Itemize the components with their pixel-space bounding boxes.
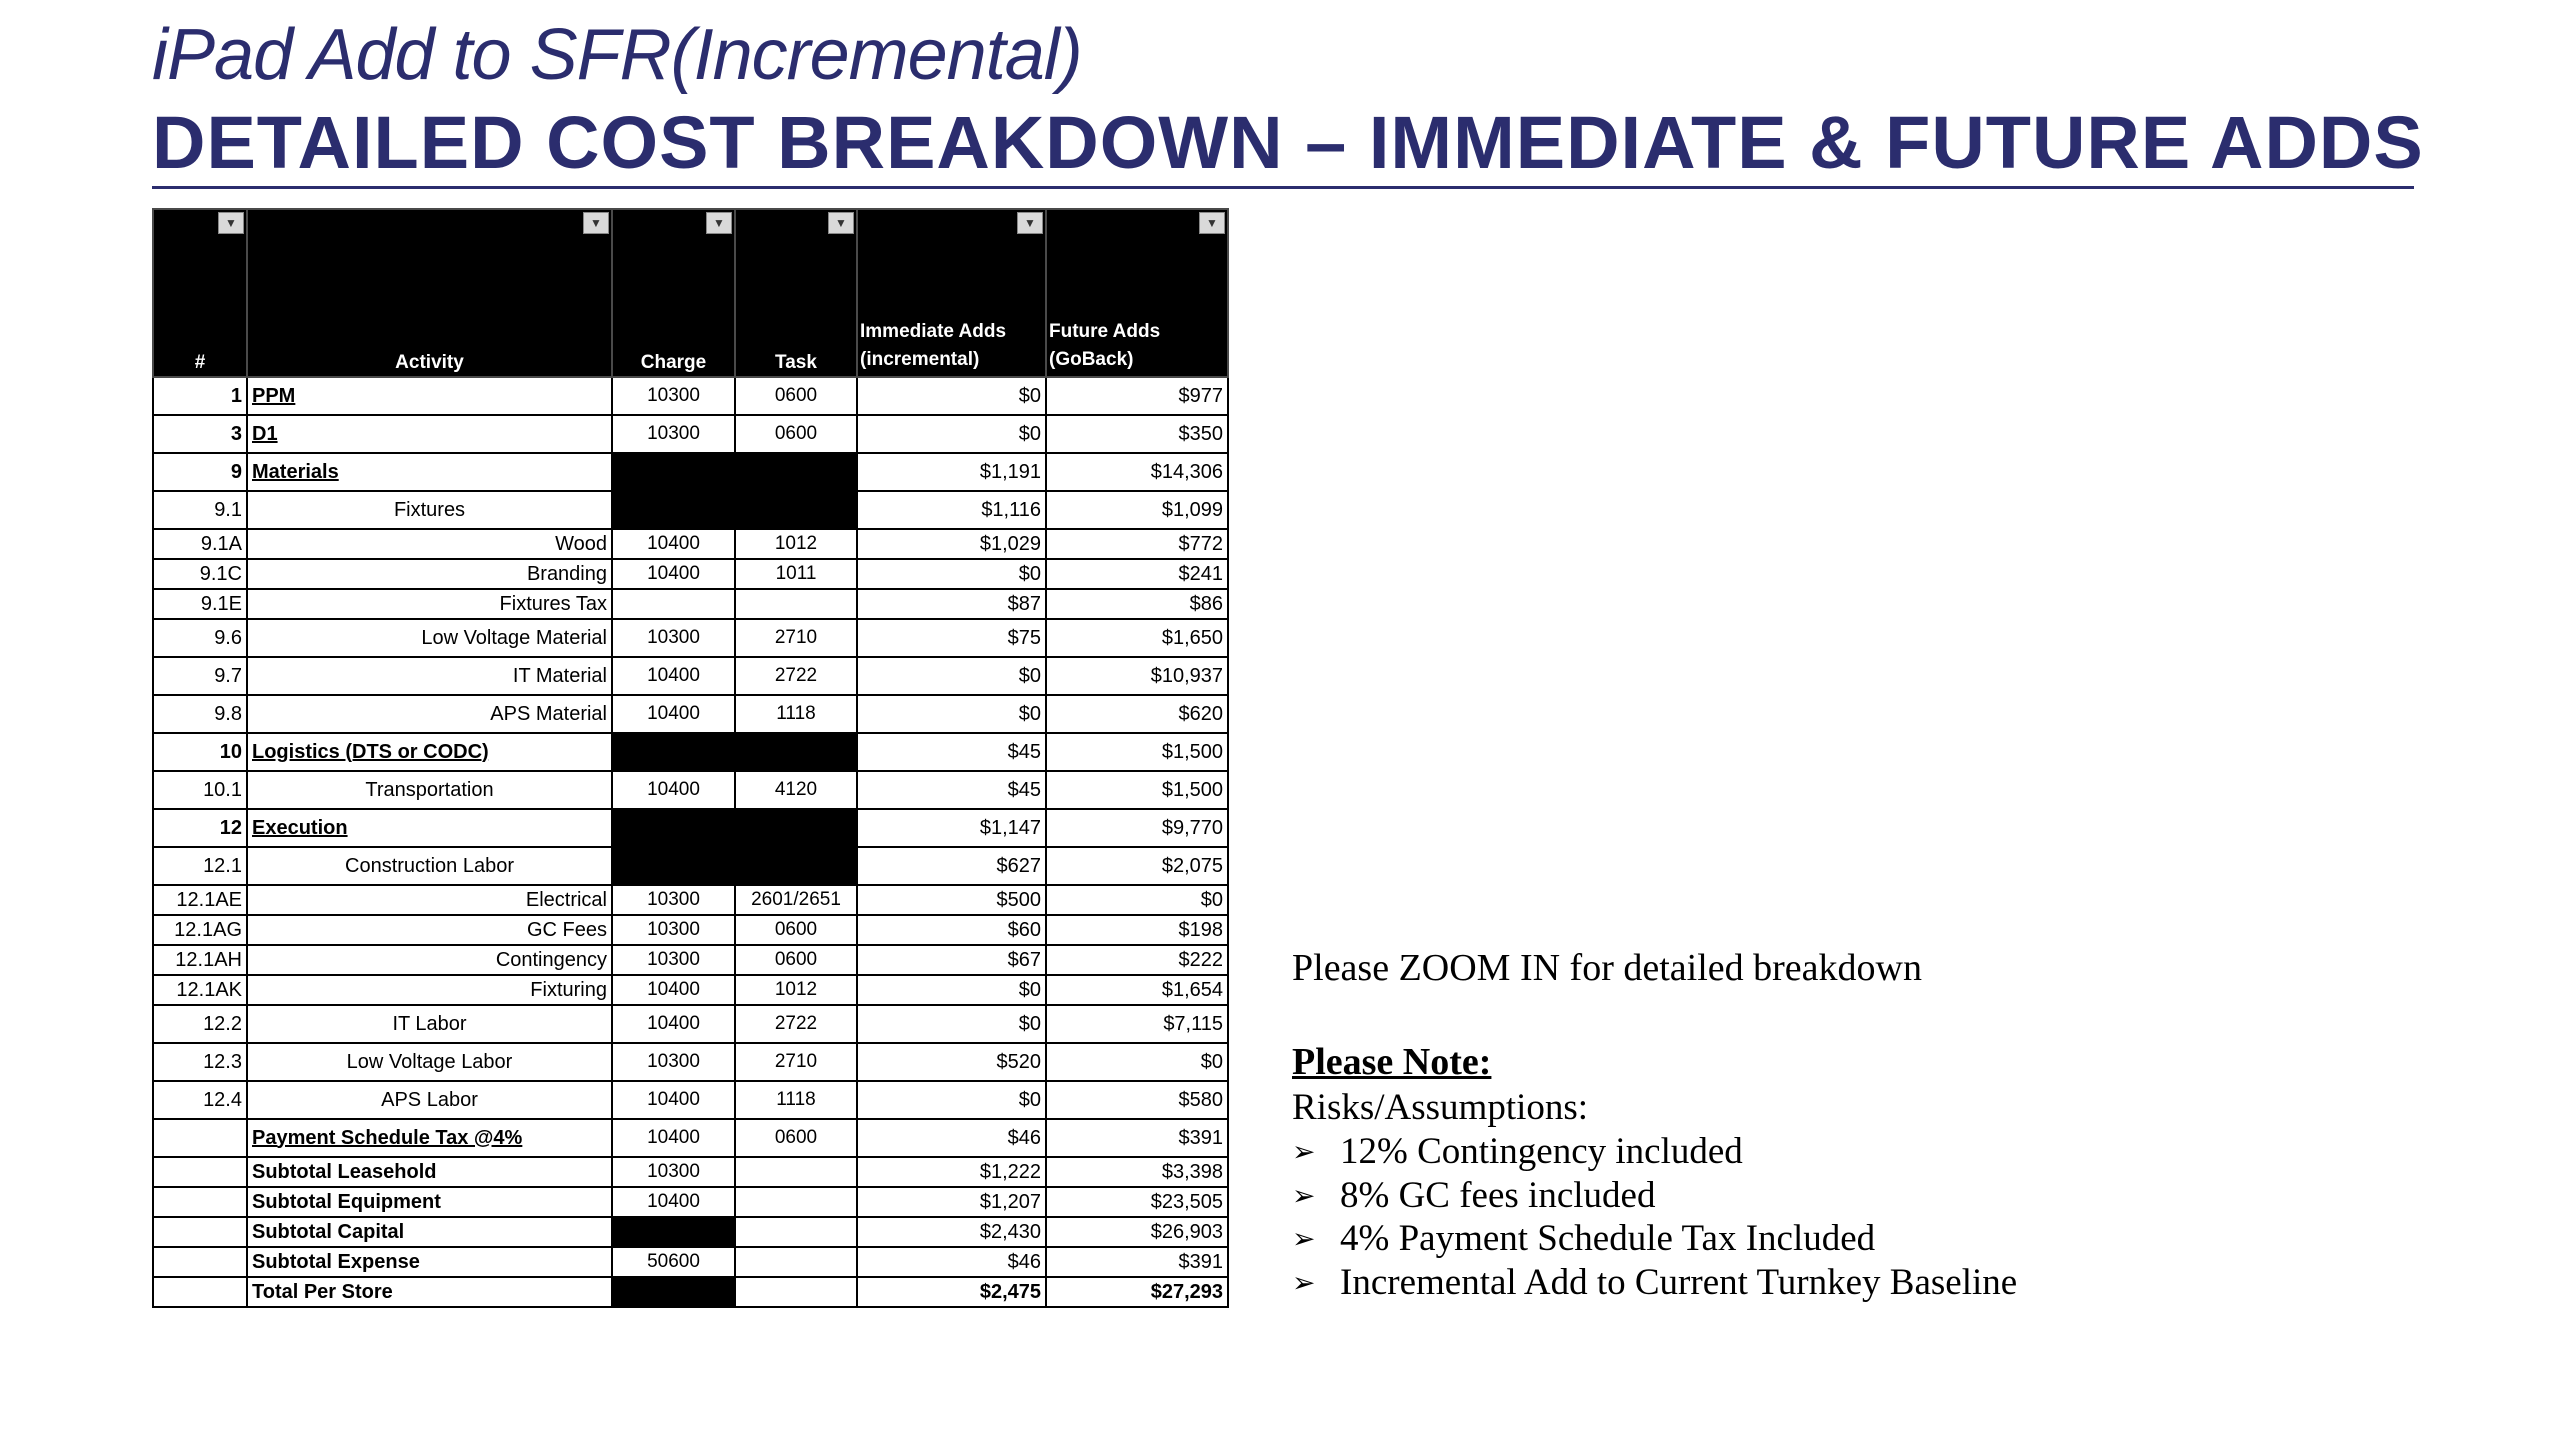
row-number: 9.8 bbox=[153, 695, 247, 733]
task-code bbox=[735, 847, 857, 885]
future-adds-value: $391 bbox=[1046, 1247, 1228, 1277]
charge-code: 10400 bbox=[612, 529, 735, 559]
activity-cell: APS Material bbox=[247, 695, 612, 733]
task-code bbox=[735, 1277, 857, 1307]
task-code bbox=[735, 809, 857, 847]
cost-breakdown-table bbox=[152, 208, 1229, 1308]
dropdown-arrow-icon[interactable]: ▼ bbox=[1017, 212, 1043, 234]
row-number: 9.1E bbox=[153, 589, 247, 619]
charge-code bbox=[612, 809, 735, 847]
future-adds-value: $2,075 bbox=[1046, 847, 1228, 885]
table-row bbox=[153, 559, 1228, 589]
future-adds-value: $1,654 bbox=[1046, 975, 1228, 1005]
row-number: 10.1 bbox=[153, 771, 247, 809]
table-row bbox=[153, 915, 1228, 945]
list-item bbox=[1292, 1217, 2017, 1261]
task-code: 2710 bbox=[735, 1043, 857, 1081]
bullet-text: 4% Payment Schedule Tax Included bbox=[1340, 1218, 1876, 1260]
activity-cell: Low Voltage Material bbox=[247, 619, 612, 657]
immediate-adds-value: $2,475 bbox=[857, 1277, 1046, 1307]
task-code: 2710 bbox=[735, 619, 857, 657]
charge-code: 10300 bbox=[612, 415, 735, 453]
charge-code bbox=[612, 491, 735, 529]
task-code: 1012 bbox=[735, 975, 857, 1005]
charge-code: 10300 bbox=[612, 619, 735, 657]
future-adds-value: $26,903 bbox=[1046, 1217, 1228, 1247]
row-number: 9.1C bbox=[153, 559, 247, 589]
activity-cell: Electrical bbox=[247, 885, 612, 915]
table-row bbox=[153, 1247, 1228, 1277]
task-code bbox=[735, 733, 857, 771]
immediate-adds-value: $0 bbox=[857, 657, 1046, 695]
table-row bbox=[153, 771, 1228, 809]
row-number: 12.1AK bbox=[153, 975, 247, 1005]
col-header-number bbox=[153, 209, 247, 377]
task-code: 1011 bbox=[735, 559, 857, 589]
slide-title: DETAILED COST BREAKDOWN – IMMEDIATE & FUTURE ADDS bbox=[152, 101, 2424, 184]
task-code: 4120 bbox=[735, 771, 857, 809]
task-code bbox=[735, 589, 857, 619]
immediate-adds-value: $1,207 bbox=[857, 1187, 1046, 1217]
task-code bbox=[735, 1187, 857, 1217]
future-adds-value: $198 bbox=[1046, 915, 1228, 945]
row-number bbox=[153, 1277, 247, 1307]
bullet-text: 12% Contingency included bbox=[1340, 1131, 1743, 1173]
col-header-label: Future Adds (GoBack) bbox=[1049, 321, 1161, 370]
activity-cell: Transportation bbox=[247, 771, 612, 809]
risks-heading: Risks/Assumptions: bbox=[1292, 1087, 1589, 1128]
charge-code: 10400 bbox=[612, 695, 735, 733]
table-header-row bbox=[153, 209, 1228, 377]
charge-code: 50600 bbox=[612, 1247, 735, 1277]
table-row bbox=[153, 1187, 1228, 1217]
task-code: 0600 bbox=[735, 1119, 857, 1157]
immediate-adds-value: $60 bbox=[857, 915, 1046, 945]
immediate-adds-value: $87 bbox=[857, 589, 1046, 619]
future-adds-value: $3,398 bbox=[1046, 1157, 1228, 1187]
table-row bbox=[153, 1119, 1228, 1157]
activity-cell: D1 bbox=[247, 415, 612, 453]
row-number bbox=[153, 1187, 247, 1217]
row-number: 12.3 bbox=[153, 1043, 247, 1081]
future-adds-value: $977 bbox=[1046, 377, 1228, 415]
title-underline bbox=[152, 186, 2414, 189]
table-row bbox=[153, 619, 1228, 657]
col-header-activity bbox=[247, 209, 612, 377]
table-row bbox=[153, 809, 1228, 847]
row-number bbox=[153, 1157, 247, 1187]
table-row bbox=[153, 847, 1228, 885]
activity-cell: Fixtures Tax bbox=[247, 589, 612, 619]
table-row bbox=[153, 885, 1228, 915]
immediate-adds-value: $1,147 bbox=[857, 809, 1046, 847]
table-row bbox=[153, 1217, 1228, 1247]
activity-cell: IT Material bbox=[247, 657, 612, 695]
future-adds-value: $9,770 bbox=[1046, 809, 1228, 847]
future-adds-value: $1,099 bbox=[1046, 491, 1228, 529]
dropdown-arrow-icon[interactable]: ▼ bbox=[583, 212, 609, 234]
slide-subtitle: iPad Add to SFR(Incremental) bbox=[152, 15, 1082, 95]
col-header-label: # bbox=[194, 352, 206, 373]
task-code bbox=[735, 453, 857, 491]
col-header-label: Task bbox=[775, 352, 817, 373]
col-header-label: Activity bbox=[395, 352, 464, 373]
row-number: 12.4 bbox=[153, 1081, 247, 1119]
immediate-adds-value: $0 bbox=[857, 377, 1046, 415]
charge-code: 10400 bbox=[612, 1005, 735, 1043]
row-number: 3 bbox=[153, 415, 247, 453]
immediate-adds-value: $500 bbox=[857, 885, 1046, 915]
col-header-label: Immediate Adds (incremental) bbox=[860, 321, 1007, 370]
immediate-adds-value: $627 bbox=[857, 847, 1046, 885]
table-row bbox=[153, 1043, 1228, 1081]
future-adds-value: $350 bbox=[1046, 415, 1228, 453]
list-item bbox=[1292, 1261, 2017, 1305]
task-code: 0600 bbox=[735, 945, 857, 975]
immediate-adds-value: $0 bbox=[857, 695, 1046, 733]
col-header-charge bbox=[612, 209, 735, 377]
charge-code bbox=[612, 847, 735, 885]
table-row bbox=[153, 377, 1228, 415]
activity-cell: Wood bbox=[247, 529, 612, 559]
assumptions-list bbox=[1292, 1130, 2017, 1304]
table-row bbox=[153, 589, 1228, 619]
row-number: 12.1AH bbox=[153, 945, 247, 975]
immediate-adds-value: $1,116 bbox=[857, 491, 1046, 529]
activity-cell: Subtotal Capital bbox=[247, 1217, 612, 1247]
task-code bbox=[735, 491, 857, 529]
future-adds-value: $222 bbox=[1046, 945, 1228, 975]
row-number: 1 bbox=[153, 377, 247, 415]
activity-cell: Fixtures bbox=[247, 491, 612, 529]
table-row bbox=[153, 453, 1228, 491]
immediate-adds-value: $45 bbox=[857, 771, 1046, 809]
future-adds-value: $14,306 bbox=[1046, 453, 1228, 491]
table-row bbox=[153, 1081, 1228, 1119]
future-adds-value: $0 bbox=[1046, 885, 1228, 915]
charge-code: 10300 bbox=[612, 915, 735, 945]
future-adds-value: $86 bbox=[1046, 589, 1228, 619]
activity-cell: Subtotal Equipment bbox=[247, 1187, 612, 1217]
activity-cell: PPM bbox=[247, 377, 612, 415]
row-number: 10 bbox=[153, 733, 247, 771]
task-code bbox=[735, 1217, 857, 1247]
table-body bbox=[153, 377, 1228, 1307]
activity-cell: Payment Schedule Tax @4% bbox=[247, 1119, 612, 1157]
charge-code: 10400 bbox=[612, 657, 735, 695]
activity-cell: Fixturing bbox=[247, 975, 612, 1005]
future-adds-value: $27,293 bbox=[1046, 1277, 1228, 1307]
task-code: 1118 bbox=[735, 695, 857, 733]
row-number: 9.1 bbox=[153, 491, 247, 529]
activity-cell: GC Fees bbox=[247, 915, 612, 945]
row-number: 12 bbox=[153, 809, 247, 847]
table-row bbox=[153, 529, 1228, 559]
table-row bbox=[153, 695, 1228, 733]
future-adds-value: $580 bbox=[1046, 1081, 1228, 1119]
activity-cell: Total Per Store bbox=[247, 1277, 612, 1307]
charge-code: 10300 bbox=[612, 1157, 735, 1187]
task-code bbox=[735, 1247, 857, 1277]
table-row bbox=[153, 733, 1228, 771]
immediate-adds-value: $0 bbox=[857, 1005, 1046, 1043]
future-adds-value: $7,115 bbox=[1046, 1005, 1228, 1043]
charge-code: 10400 bbox=[612, 1187, 735, 1217]
dropdown-arrow-icon[interactable]: ▼ bbox=[1199, 212, 1225, 234]
activity-cell: Low Voltage Labor bbox=[247, 1043, 612, 1081]
task-code: 2601/2651 bbox=[735, 885, 857, 915]
immediate-adds-value: $46 bbox=[857, 1247, 1046, 1277]
col-header-task bbox=[735, 209, 857, 377]
charge-code bbox=[612, 589, 735, 619]
task-code: 0600 bbox=[735, 377, 857, 415]
zoom-instruction: Please ZOOM IN for detailed breakdown bbox=[1292, 947, 1922, 989]
charge-code: 10300 bbox=[612, 1043, 735, 1081]
col-header-immediate-adds bbox=[857, 209, 1046, 377]
activity-cell: Execution bbox=[247, 809, 612, 847]
immediate-adds-value: $0 bbox=[857, 1081, 1046, 1119]
charge-code: 10300 bbox=[612, 945, 735, 975]
row-number: 12.1AE bbox=[153, 885, 247, 915]
dropdown-arrow-icon[interactable]: ▼ bbox=[828, 212, 854, 234]
immediate-adds-value: $45 bbox=[857, 733, 1046, 771]
future-adds-value: $10,937 bbox=[1046, 657, 1228, 695]
charge-code bbox=[612, 733, 735, 771]
charge-code: 10300 bbox=[612, 377, 735, 415]
future-adds-value: $1,500 bbox=[1046, 771, 1228, 809]
col-header-future-adds bbox=[1046, 209, 1228, 377]
dropdown-arrow-icon[interactable]: ▼ bbox=[706, 212, 732, 234]
row-number: 9 bbox=[153, 453, 247, 491]
note-heading: Please Note: bbox=[1292, 1041, 1492, 1083]
future-adds-value: $0 bbox=[1046, 1043, 1228, 1081]
charge-code bbox=[612, 1277, 735, 1307]
activity-cell: Construction Labor bbox=[247, 847, 612, 885]
activity-cell: Contingency bbox=[247, 945, 612, 975]
table-row bbox=[153, 1005, 1228, 1043]
task-code: 1118 bbox=[735, 1081, 857, 1119]
list-item bbox=[1292, 1130, 2017, 1174]
bullet-text: 8% GC fees included bbox=[1340, 1174, 1656, 1216]
task-code bbox=[735, 1157, 857, 1187]
row-number bbox=[153, 1247, 247, 1277]
future-adds-value: $23,505 bbox=[1046, 1187, 1228, 1217]
table-row bbox=[153, 945, 1228, 975]
task-code: 2722 bbox=[735, 1005, 857, 1043]
list-item bbox=[1292, 1174, 2017, 1218]
row-number: 9.7 bbox=[153, 657, 247, 695]
immediate-adds-value: $0 bbox=[857, 559, 1046, 589]
activity-cell: APS Labor bbox=[247, 1081, 612, 1119]
table-row bbox=[153, 975, 1228, 1005]
task-code: 1012 bbox=[735, 529, 857, 559]
immediate-adds-value: $1,191 bbox=[857, 453, 1046, 491]
future-adds-value: $1,500 bbox=[1046, 733, 1228, 771]
immediate-adds-value: $2,430 bbox=[857, 1217, 1046, 1247]
task-code: 2722 bbox=[735, 657, 857, 695]
activity-cell: IT Labor bbox=[247, 1005, 612, 1043]
immediate-adds-value: $1,029 bbox=[857, 529, 1046, 559]
col-header-label: Charge bbox=[640, 352, 707, 373]
arrow-bullet-icon: ➢ bbox=[1292, 1222, 1316, 1256]
activity-cell: Logistics (DTS or CODC) bbox=[247, 733, 612, 771]
table-row bbox=[153, 415, 1228, 453]
charge-code: 10400 bbox=[612, 559, 735, 589]
row-number: 12.1AG bbox=[153, 915, 247, 945]
row-number: 12.2 bbox=[153, 1005, 247, 1043]
bullet-text: Incremental Add to Current Turnkey Baseline bbox=[1340, 1261, 2018, 1303]
charge-code: 10300 bbox=[612, 885, 735, 915]
future-adds-value: $391 bbox=[1046, 1119, 1228, 1157]
table-row bbox=[153, 657, 1228, 695]
arrow-bullet-icon: ➢ bbox=[1292, 1178, 1316, 1212]
activity-cell: Subtotal Expense bbox=[247, 1247, 612, 1277]
task-code: 0600 bbox=[735, 415, 857, 453]
immediate-adds-value: $520 bbox=[857, 1043, 1046, 1081]
immediate-adds-value: $67 bbox=[857, 945, 1046, 975]
activity-cell: Subtotal Leasehold bbox=[247, 1157, 612, 1187]
immediate-adds-value: $0 bbox=[857, 975, 1046, 1005]
charge-code bbox=[612, 1217, 735, 1247]
future-adds-value: $1,650 bbox=[1046, 619, 1228, 657]
row-number: 9.1A bbox=[153, 529, 247, 559]
arrow-bullet-icon: ➢ bbox=[1292, 1135, 1316, 1169]
immediate-adds-value: $75 bbox=[857, 619, 1046, 657]
table-row bbox=[153, 1277, 1228, 1307]
dropdown-arrow-icon[interactable]: ▼ bbox=[218, 212, 244, 234]
table-row bbox=[153, 491, 1228, 529]
future-adds-value: $241 bbox=[1046, 559, 1228, 589]
table-row bbox=[153, 1157, 1228, 1187]
charge-code: 10400 bbox=[612, 1119, 735, 1157]
row-number bbox=[153, 1217, 247, 1247]
row-number: 12.1 bbox=[153, 847, 247, 885]
charge-code: 10400 bbox=[612, 975, 735, 1005]
charge-code: 10400 bbox=[612, 1081, 735, 1119]
task-code: 0600 bbox=[735, 915, 857, 945]
charge-code: 10400 bbox=[612, 771, 735, 809]
future-adds-value: $620 bbox=[1046, 695, 1228, 733]
arrow-bullet-icon: ➢ bbox=[1292, 1265, 1316, 1299]
row-number: 9.6 bbox=[153, 619, 247, 657]
charge-code bbox=[612, 453, 735, 491]
row-number bbox=[153, 1119, 247, 1157]
immediate-adds-value: $0 bbox=[857, 415, 1046, 453]
activity-cell: Branding bbox=[247, 559, 612, 589]
future-adds-value: $772 bbox=[1046, 529, 1228, 559]
immediate-adds-value: $46 bbox=[857, 1119, 1046, 1157]
immediate-adds-value: $1,222 bbox=[857, 1157, 1046, 1187]
activity-cell: Materials bbox=[247, 453, 612, 491]
